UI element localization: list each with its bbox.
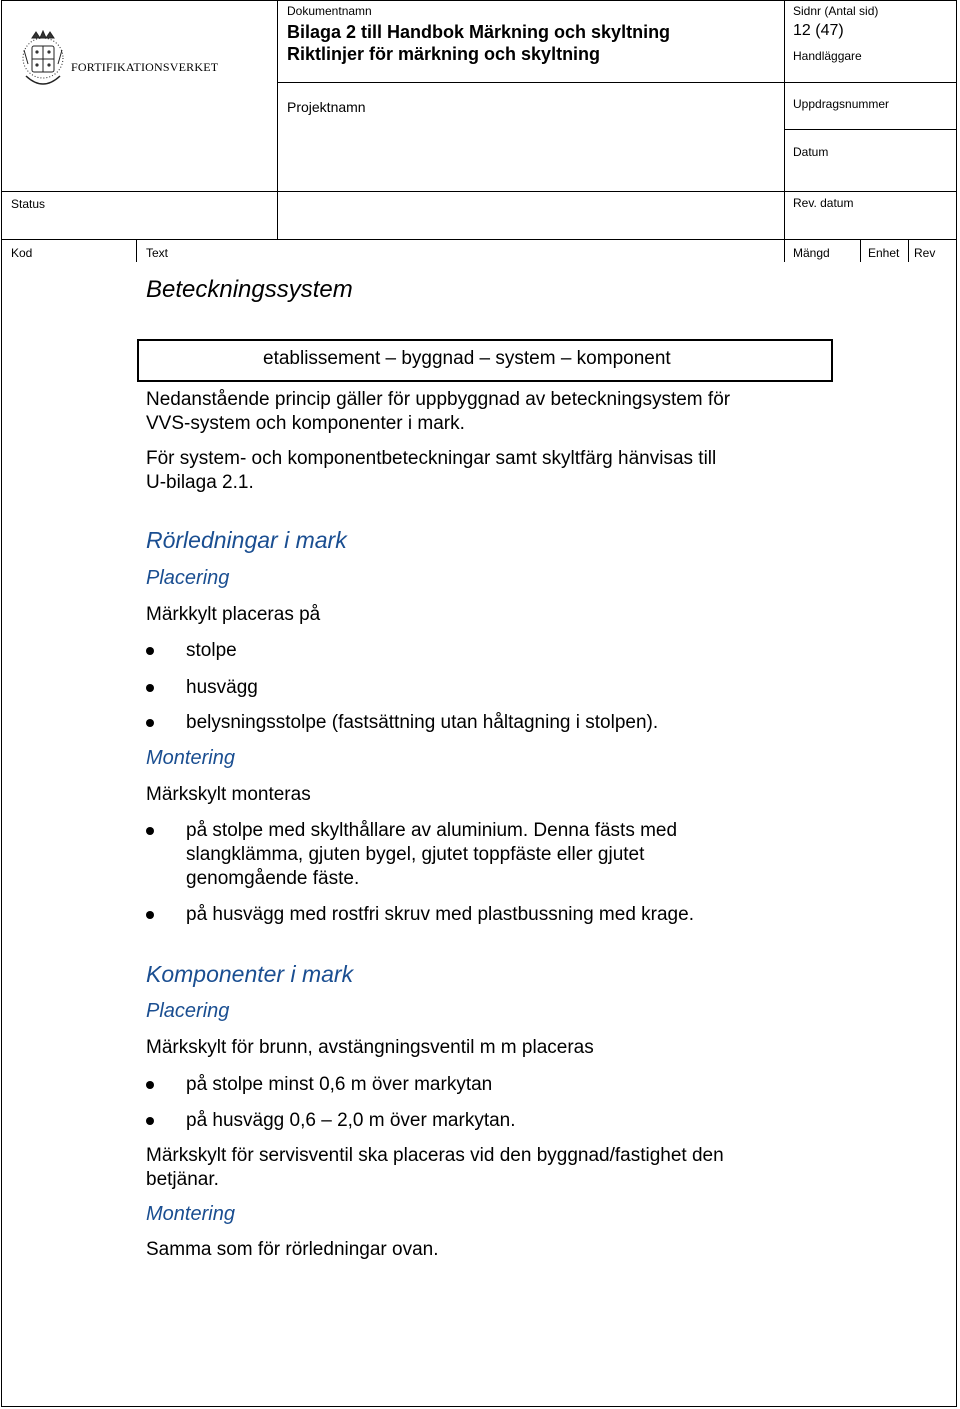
sec1-mont-bullet-1-line2: slangklämma, gjuten bygel, gjutet toppfäste eller gjutet bbox=[186, 844, 645, 865]
column-text: Text bbox=[146, 246, 169, 260]
col-divider-kod bbox=[136, 240, 137, 262]
sec2-intro: Märkskylt för brunn, avstängningsventil m m placeras bbox=[146, 1037, 594, 1058]
logo-text: FORTIFIKATIONSVERKET bbox=[71, 60, 219, 74]
logo bbox=[18, 30, 219, 100]
sec2-mont-text: Samma som för rörledningar ovan. bbox=[146, 1239, 439, 1260]
sec2-para-line1: Märkskylt för servisventil ska placeras vid den byggnad/fastighet den bbox=[146, 1145, 724, 1166]
para1-line2: VVS-system och komponenter i mark. bbox=[146, 413, 465, 434]
status-label: Status bbox=[11, 197, 46, 211]
document-title-line2: Riktlinjer för märkning och skyltning bbox=[287, 44, 601, 64]
datum-label: Datum bbox=[793, 145, 829, 159]
principle-box bbox=[137, 339, 833, 382]
sec1-bullet-1: stolpe bbox=[186, 640, 237, 661]
heading-beteckningssystem: Beteckningssystem bbox=[146, 276, 353, 303]
header-divider-left bbox=[277, 0, 278, 240]
sec1-bullet-3: belysningsstolpe (fastsättning utan håltagning i stolpen). bbox=[186, 712, 659, 733]
header-rule-3 bbox=[1, 191, 957, 192]
sec1-mont-bullet-1-line1: på stolpe med skylthållare av aluminium. Denna fästs med bbox=[186, 820, 678, 841]
header-rule-4 bbox=[1, 239, 957, 240]
header-divider-right bbox=[784, 0, 785, 240]
bullet-icon bbox=[146, 827, 154, 835]
subheading-montering-1: Montering bbox=[146, 747, 235, 769]
sec1-mont-bullet-1-line3: genomgående fäste. bbox=[186, 868, 360, 889]
col-divider-enhet bbox=[860, 240, 861, 262]
bullet-icon bbox=[146, 911, 154, 919]
bullet-icon bbox=[146, 684, 154, 692]
principle-text: etablissement – byggnad – system – komponent bbox=[263, 348, 671, 369]
document-title-line1: Bilaga 2 till Handbok Märkning och skyltning bbox=[287, 22, 671, 42]
handlaggare-label: Handläggare bbox=[793, 49, 862, 63]
sidnr-value: 12 (47) bbox=[793, 22, 844, 39]
bullet-icon bbox=[146, 1081, 154, 1089]
para2-line2: U-bilaga 2.1. bbox=[146, 472, 254, 493]
sec1-mont-bullet-2: på husvägg med rostfri skruv med plastbussning med krage. bbox=[186, 904, 694, 925]
bullet-icon bbox=[146, 719, 154, 727]
subheading-montering-2: Montering bbox=[146, 1203, 235, 1225]
bullet-icon bbox=[146, 1117, 154, 1125]
col-divider-mangd bbox=[784, 240, 785, 262]
sidnr-label: Sidnr (Antal sid) bbox=[793, 4, 879, 18]
column-kod: Kod bbox=[11, 246, 33, 260]
subheading-placering-2: Placering bbox=[146, 1000, 230, 1022]
para2-line1: För system- och komponentbeteckningar samt skyltfärg hänvisas till bbox=[146, 448, 717, 469]
projektnamn-label: Projektnamn bbox=[287, 99, 366, 115]
header-rule-1 bbox=[277, 82, 957, 83]
section-title-rorledningar: Rörledningar i mark bbox=[146, 527, 347, 553]
section-title-komponenter: Komponenter i mark bbox=[146, 961, 354, 987]
para1-line1: Nedanstående princip gäller för uppbyggnad av beteckningsystem för bbox=[146, 389, 731, 410]
header-rule-2 bbox=[784, 129, 957, 130]
col-divider-rev bbox=[908, 240, 909, 262]
sec2-bullet-1: på stolpe minst 0,6 m över markytan bbox=[186, 1074, 493, 1095]
bullet-icon bbox=[146, 647, 154, 655]
sec2-bullet-2: på husvägg 0,6 – 2,0 m över markytan. bbox=[186, 1110, 516, 1131]
column-rev: Rev bbox=[914, 246, 936, 260]
column-mangd: Mängd bbox=[793, 246, 830, 260]
uppdragsnummer-label: Uppdragsnummer bbox=[793, 97, 890, 111]
sec1-mont-intro: Märkskylt monteras bbox=[146, 784, 311, 805]
revdatum-label: Rev. datum bbox=[793, 196, 854, 210]
subheading-placering-1: Placering bbox=[146, 567, 230, 589]
sec1-intro: Märkkylt placeras på bbox=[146, 604, 321, 625]
sec2-para-line2: betjänar. bbox=[146, 1169, 219, 1190]
dokumentnamn-label: Dokumentnamn bbox=[287, 4, 372, 18]
column-enhet: Enhet bbox=[868, 246, 900, 260]
sec1-bullet-2: husvägg bbox=[186, 677, 258, 698]
crest-icon bbox=[18, 30, 68, 96]
page-frame bbox=[1, 0, 957, 1407]
